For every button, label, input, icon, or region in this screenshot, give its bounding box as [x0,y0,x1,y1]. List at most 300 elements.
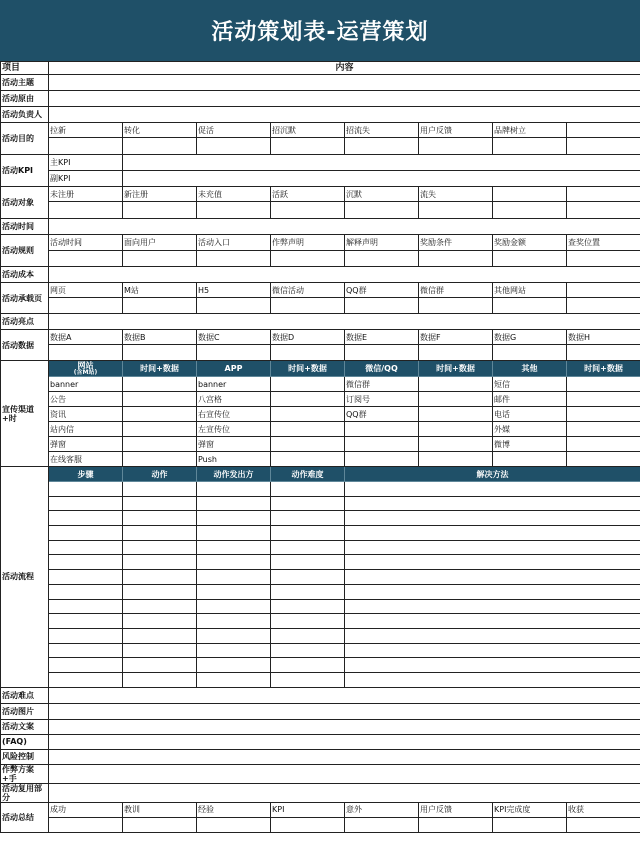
table-row [1,719,640,734]
content-cell[interactable]: 招沉默 [271,123,345,138]
content-cell[interactable]: 沉默 [345,187,419,202]
channel-cell[interactable]: banner [49,377,123,392]
channel-cell[interactable]: 短信 [493,377,567,392]
row-label-goal: 活动目的 [1,123,49,155]
content-cell[interactable] [493,187,567,202]
flow-cell[interactable] [271,658,345,673]
table-row [1,452,640,467]
content-cell[interactable] [123,345,197,361]
channel-cell[interactable] [123,452,197,467]
content-cell[interactable] [345,138,419,155]
channel-cell[interactable]: 微信群 [345,377,419,392]
row-label-page: 活动承载页 [1,283,49,314]
row-label-highlight: 活动亮点 [1,314,49,330]
table-row [1,764,640,783]
channel-cell[interactable]: 微博 [493,437,567,452]
table-row [1,235,640,251]
table-row [1,422,640,437]
table-row [1,91,640,107]
content-cell[interactable]: 奖励条件 [419,235,493,251]
flow-cell[interactable] [123,540,197,555]
row-label-reuse: 活动复用部分 [1,783,49,802]
flow-cell[interactable] [49,526,123,541]
content-cell[interactable] [567,817,640,832]
content-cell[interactable]: 数据E [345,330,419,345]
content-cell[interactable] [123,202,197,219]
content-cell[interactable] [197,345,271,361]
content-cell[interactable] [197,817,271,832]
flow-cell[interactable] [345,540,640,555]
table-row [1,75,640,91]
table-row [1,570,640,585]
channel-cell[interactable] [567,437,640,452]
flow-cell[interactable] [345,614,640,629]
content-cell[interactable] [419,345,493,361]
content-cell[interactable] [49,298,123,314]
content-cell[interactable] [493,138,567,155]
kpi-main: 主KPI [49,155,123,171]
channel-cell[interactable]: 在线客服 [49,452,123,467]
flow-cell[interactable] [271,540,345,555]
flow-cell[interactable] [197,643,271,658]
channel-cell[interactable]: 八宫格 [197,392,271,407]
content-cell[interactable] [345,251,419,267]
table-row [1,643,640,658]
content-cell[interactable] [49,687,640,703]
flow-cell[interactable] [271,496,345,511]
row-label-target: 活动对象 [1,187,49,219]
table-row [1,817,640,832]
flow-cell[interactable] [123,555,197,570]
content-cell[interactable] [419,298,493,314]
row-label-summary: 活动总结 [1,802,49,832]
flow-cell[interactable] [197,511,271,526]
flow-cell[interactable] [271,643,345,658]
flow-cell[interactable] [123,599,197,614]
channel-cell[interactable] [271,437,345,452]
channel-cell[interactable] [271,422,345,437]
content-cell[interactable] [49,314,640,330]
flow-cell[interactable] [345,584,640,599]
channel-cell[interactable] [271,452,345,467]
flow-cell[interactable] [345,599,640,614]
table-row [1,584,640,599]
content-cell[interactable] [197,298,271,314]
table-row [1,171,640,187]
row-label-images: 活动图片 [1,703,49,719]
table-row [1,62,640,75]
content-cell[interactable]: 其他网站 [493,283,567,298]
flow-cell[interactable] [123,511,197,526]
channel-cell[interactable] [123,377,197,392]
table-row [1,155,640,171]
table-row [1,314,640,330]
table-row [1,377,640,392]
content-cell[interactable] [271,251,345,267]
content-cell[interactable] [419,251,493,267]
content-cell[interactable] [49,783,640,802]
flow-cell[interactable] [271,482,345,497]
table-row [1,599,640,614]
channel-cell[interactable] [419,407,493,422]
content-cell[interactable]: 转化 [123,123,197,138]
channel-cell[interactable] [567,407,640,422]
content-cell[interactable]: 活动入口 [197,235,271,251]
flow-cell[interactable] [271,599,345,614]
content-cell[interactable]: 未充值 [197,187,271,202]
content-cell[interactable]: KPI [271,802,345,817]
content-cell[interactable]: 数据D [271,330,345,345]
content-cell[interactable]: H5 [197,283,271,298]
flow-header: 动作发出方 [197,467,271,482]
flow-cell[interactable] [123,643,197,658]
table-row [1,298,640,314]
flow-cell[interactable] [345,658,640,673]
content-cell[interactable] [567,298,640,314]
content-cell[interactable]: 用户反馈 [419,123,493,138]
channel-cell[interactable] [567,377,640,392]
flow-cell[interactable] [345,511,640,526]
channel-header: 时间+数据 [567,361,640,377]
flow-cell[interactable] [345,643,640,658]
content-cell[interactable]: 作弊声明 [271,235,345,251]
table-row [1,467,640,482]
content-cell[interactable] [271,345,345,361]
content-cell[interactable] [271,202,345,219]
flow-cell[interactable] [345,482,640,497]
flow-cell[interactable] [49,511,123,526]
channel-cell[interactable] [419,437,493,452]
channel-cell[interactable] [123,422,197,437]
table-row [1,496,640,511]
channel-cell[interactable]: 弹窗 [197,437,271,452]
channel-cell[interactable] [345,452,419,467]
content-cell[interactable] [493,345,567,361]
flow-cell[interactable] [197,614,271,629]
table-row [1,123,640,138]
content-cell[interactable]: 活跃 [271,187,345,202]
channel-header [49,361,123,377]
row-label-risk: 风险控制 [1,749,49,764]
content-cell[interactable] [419,202,493,219]
flow-cell[interactable] [271,628,345,643]
content-cell[interactable] [49,345,123,361]
content-cell[interactable] [197,202,271,219]
content-cell[interactable]: 微信群 [419,283,493,298]
table-row [1,703,640,719]
channel-cell[interactable] [567,422,640,437]
flow-cell[interactable] [345,526,640,541]
channel-header: 时间+数据 [419,361,493,377]
content-cell[interactable] [49,75,640,91]
table-row [1,672,640,687]
flow-cell[interactable] [197,628,271,643]
content-cell[interactable] [49,734,640,749]
flow-cell[interactable] [197,496,271,511]
flow-cell[interactable] [271,511,345,526]
channel-header: 时间+数据 [123,361,197,377]
content-cell[interactable]: 品牌树立 [493,123,567,138]
channel-cell[interactable]: banner [197,377,271,392]
flow-header: 解决方法 [345,467,640,482]
content-cell[interactable]: 未注册 [49,187,123,202]
content-cell[interactable]: 面向用户 [123,235,197,251]
flow-cell[interactable] [271,570,345,585]
table-row [1,540,640,555]
channel-cell[interactable]: Push [197,452,271,467]
channel-cell[interactable] [123,437,197,452]
content-cell[interactable] [49,719,640,734]
content-cell[interactable]: 招流失 [345,123,419,138]
content-cell[interactable] [123,155,640,171]
content-cell[interactable] [345,202,419,219]
content-cell[interactable]: 数据H [567,330,640,345]
header-item: 项目 [1,62,49,75]
content-cell[interactable]: 促活 [197,123,271,138]
content-cell[interactable] [49,107,640,123]
content-cell[interactable] [271,138,345,155]
channel-cell[interactable] [419,422,493,437]
table-row [1,345,640,361]
content-cell[interactable]: 活动时间 [49,235,123,251]
content-cell[interactable]: 网页 [49,283,123,298]
channel-cell[interactable] [493,452,567,467]
header-content: 内容 [49,62,640,75]
flow-cell[interactable] [49,658,123,673]
flow-cell[interactable] [123,614,197,629]
content-cell[interactable] [123,138,197,155]
channel-cell[interactable] [271,407,345,422]
flow-cell[interactable] [123,482,197,497]
row-label-time: 活动时间 [1,219,49,235]
row-label-theme: 活动主题 [1,75,49,91]
table-row [1,392,640,407]
content-cell[interactable]: 成功 [49,802,123,817]
channel-cell[interactable] [419,392,493,407]
content-cell[interactable] [419,138,493,155]
content-cell[interactable] [123,298,197,314]
content-cell[interactable] [49,251,123,267]
flow-cell[interactable] [49,614,123,629]
flow-cell[interactable] [123,496,197,511]
flow-cell[interactable] [197,526,271,541]
channel-cell[interactable]: 左宣传位 [197,422,271,437]
flow-cell[interactable] [197,555,271,570]
row-label-kpi: 活动KPI [1,155,49,187]
channel-cell[interactable]: QQ群 [345,407,419,422]
channel-cell[interactable] [271,392,345,407]
content-cell[interactable]: 查奖位置 [567,235,640,251]
table-row [1,511,640,526]
content-cell[interactable]: 收获 [567,802,640,817]
channel-cell[interactable]: 邮件 [493,392,567,407]
flow-cell[interactable] [49,672,123,687]
content-cell[interactable] [419,817,493,832]
channel-cell[interactable] [419,452,493,467]
content-cell[interactable]: 用户反馈 [419,802,493,817]
content-cell[interactable] [493,202,567,219]
channel-cell[interactable] [419,377,493,392]
table-row [1,251,640,267]
content-cell[interactable]: 数据G [493,330,567,345]
row-label-data: 活动数据 [1,330,49,361]
flow-cell[interactable] [123,526,197,541]
table-row [1,555,640,570]
flow-cell[interactable] [49,482,123,497]
channel-header: 其他 [493,361,567,377]
table-row [1,187,640,202]
channel-cell[interactable]: 电话 [493,407,567,422]
flow-cell[interactable] [271,672,345,687]
flow-cell[interactable] [49,628,123,643]
content-cell[interactable] [567,202,640,219]
flow-cell[interactable] [197,584,271,599]
table-row [1,202,640,219]
content-cell[interactable] [49,138,123,155]
channel-cell[interactable] [345,422,419,437]
flow-cell[interactable] [345,570,640,585]
table-row [1,614,640,629]
flow-cell[interactable] [345,628,640,643]
content-cell[interactable]: 数据C [197,330,271,345]
flow-cell[interactable] [123,672,197,687]
content-cell[interactable] [567,138,640,155]
flow-cell[interactable] [345,672,640,687]
flow-cell[interactable] [271,614,345,629]
channel-cell[interactable]: 右宣传位 [197,407,271,422]
flow-cell[interactable] [49,584,123,599]
channel-cell[interactable] [345,437,419,452]
content-cell[interactable]: 数据B [123,330,197,345]
content-cell[interactable] [567,123,640,138]
content-cell[interactable] [493,817,567,832]
content-cell[interactable] [49,764,640,783]
kpi-sub: 副KPI [49,171,123,187]
content-cell[interactable]: QQ群 [345,283,419,298]
content-cell[interactable]: 意外 [345,802,419,817]
content-cell[interactable] [49,267,640,283]
content-cell[interactable] [345,298,419,314]
table-row [1,783,640,802]
row-label-owner: 活动负责人 [1,107,49,123]
flow-cell[interactable] [49,555,123,570]
channel-cell[interactable]: 弹窗 [49,437,123,452]
flow-cell[interactable] [345,496,640,511]
flow-cell[interactable] [271,584,345,599]
channel-header-note: (含M站) [73,368,98,376]
channel-cell[interactable]: 订阅号 [345,392,419,407]
content-cell[interactable]: KPI完成度 [493,802,567,817]
content-cell[interactable] [123,251,197,267]
content-cell[interactable] [123,817,197,832]
content-cell[interactable] [123,171,640,187]
content-cell[interactable] [493,298,567,314]
channel-cell[interactable]: 站内信 [49,422,123,437]
flow-cell[interactable] [49,540,123,555]
row-label-flow: 活动流程 [1,467,49,688]
content-cell[interactable] [49,703,640,719]
flow-cell[interactable] [271,555,345,570]
content-cell[interactable] [49,219,640,235]
flow-cell[interactable] [123,584,197,599]
content-cell[interactable] [493,251,567,267]
channel-cell[interactable]: 公告 [49,392,123,407]
content-cell[interactable] [49,749,640,764]
channel-cell[interactable] [567,392,640,407]
flow-cell[interactable] [49,496,123,511]
flow-cell[interactable] [123,628,197,643]
flow-cell[interactable] [49,599,123,614]
content-cell[interactable] [345,817,419,832]
flow-cell[interactable] [197,658,271,673]
flow-cell[interactable] [271,526,345,541]
content-cell[interactable] [567,187,640,202]
content-cell[interactable]: 拉新 [49,123,123,138]
flow-cell[interactable] [197,540,271,555]
table-row [1,437,640,452]
plan-table [0,61,640,833]
channel-header: 时间+数据 [271,361,345,377]
content-cell[interactable]: 数据A [49,330,123,345]
flow-cell[interactable] [197,482,271,497]
content-cell[interactable] [567,345,640,361]
channel-cell[interactable] [567,452,640,467]
flow-cell[interactable] [197,599,271,614]
content-cell[interactable]: 微信活动 [271,283,345,298]
table-row [1,687,640,703]
flow-cell[interactable] [123,570,197,585]
channel-cell[interactable]: 资讯 [49,407,123,422]
flow-cell[interactable] [49,643,123,658]
row-label-rules: 活动规则 [1,235,49,267]
content-cell[interactable] [345,345,419,361]
content-cell[interactable]: 数据F [419,330,493,345]
content-cell[interactable]: 解释声明 [345,235,419,251]
flow-cell[interactable] [49,570,123,585]
channel-cell[interactable]: 外媒 [493,422,567,437]
content-cell[interactable] [197,138,271,155]
content-cell[interactable]: 教训 [123,802,197,817]
content-cell[interactable] [271,817,345,832]
content-cell[interactable]: 流失 [419,187,493,202]
table-row [1,138,640,155]
sheet-title: 活动策划表-运营策划 [0,0,640,61]
row-label-cost: 活动成本 [1,267,49,283]
content-cell[interactable] [567,251,640,267]
flow-header: 步骤 [49,467,123,482]
channel-cell[interactable] [123,407,197,422]
content-cell[interactable] [49,817,123,832]
flow-header: 动作难度 [271,467,345,482]
channel-cell[interactable] [271,377,345,392]
table-row [1,734,640,749]
flow-cell[interactable] [197,672,271,687]
content-cell[interactable] [567,283,640,298]
content-cell[interactable]: 奖励金额 [493,235,567,251]
flow-cell[interactable] [197,570,271,585]
row-label-difficulty: 活动难点 [1,687,49,703]
content-cell[interactable]: 新注册 [123,187,197,202]
content-cell[interactable]: 经验 [197,802,271,817]
content-cell[interactable]: M站 [123,283,197,298]
flow-cell[interactable] [123,658,197,673]
content-cell[interactable] [49,202,123,219]
channel-cell[interactable] [123,392,197,407]
content-cell[interactable] [197,251,271,267]
content-cell[interactable] [49,91,640,107]
content-cell[interactable] [271,298,345,314]
flow-cell[interactable] [345,555,640,570]
